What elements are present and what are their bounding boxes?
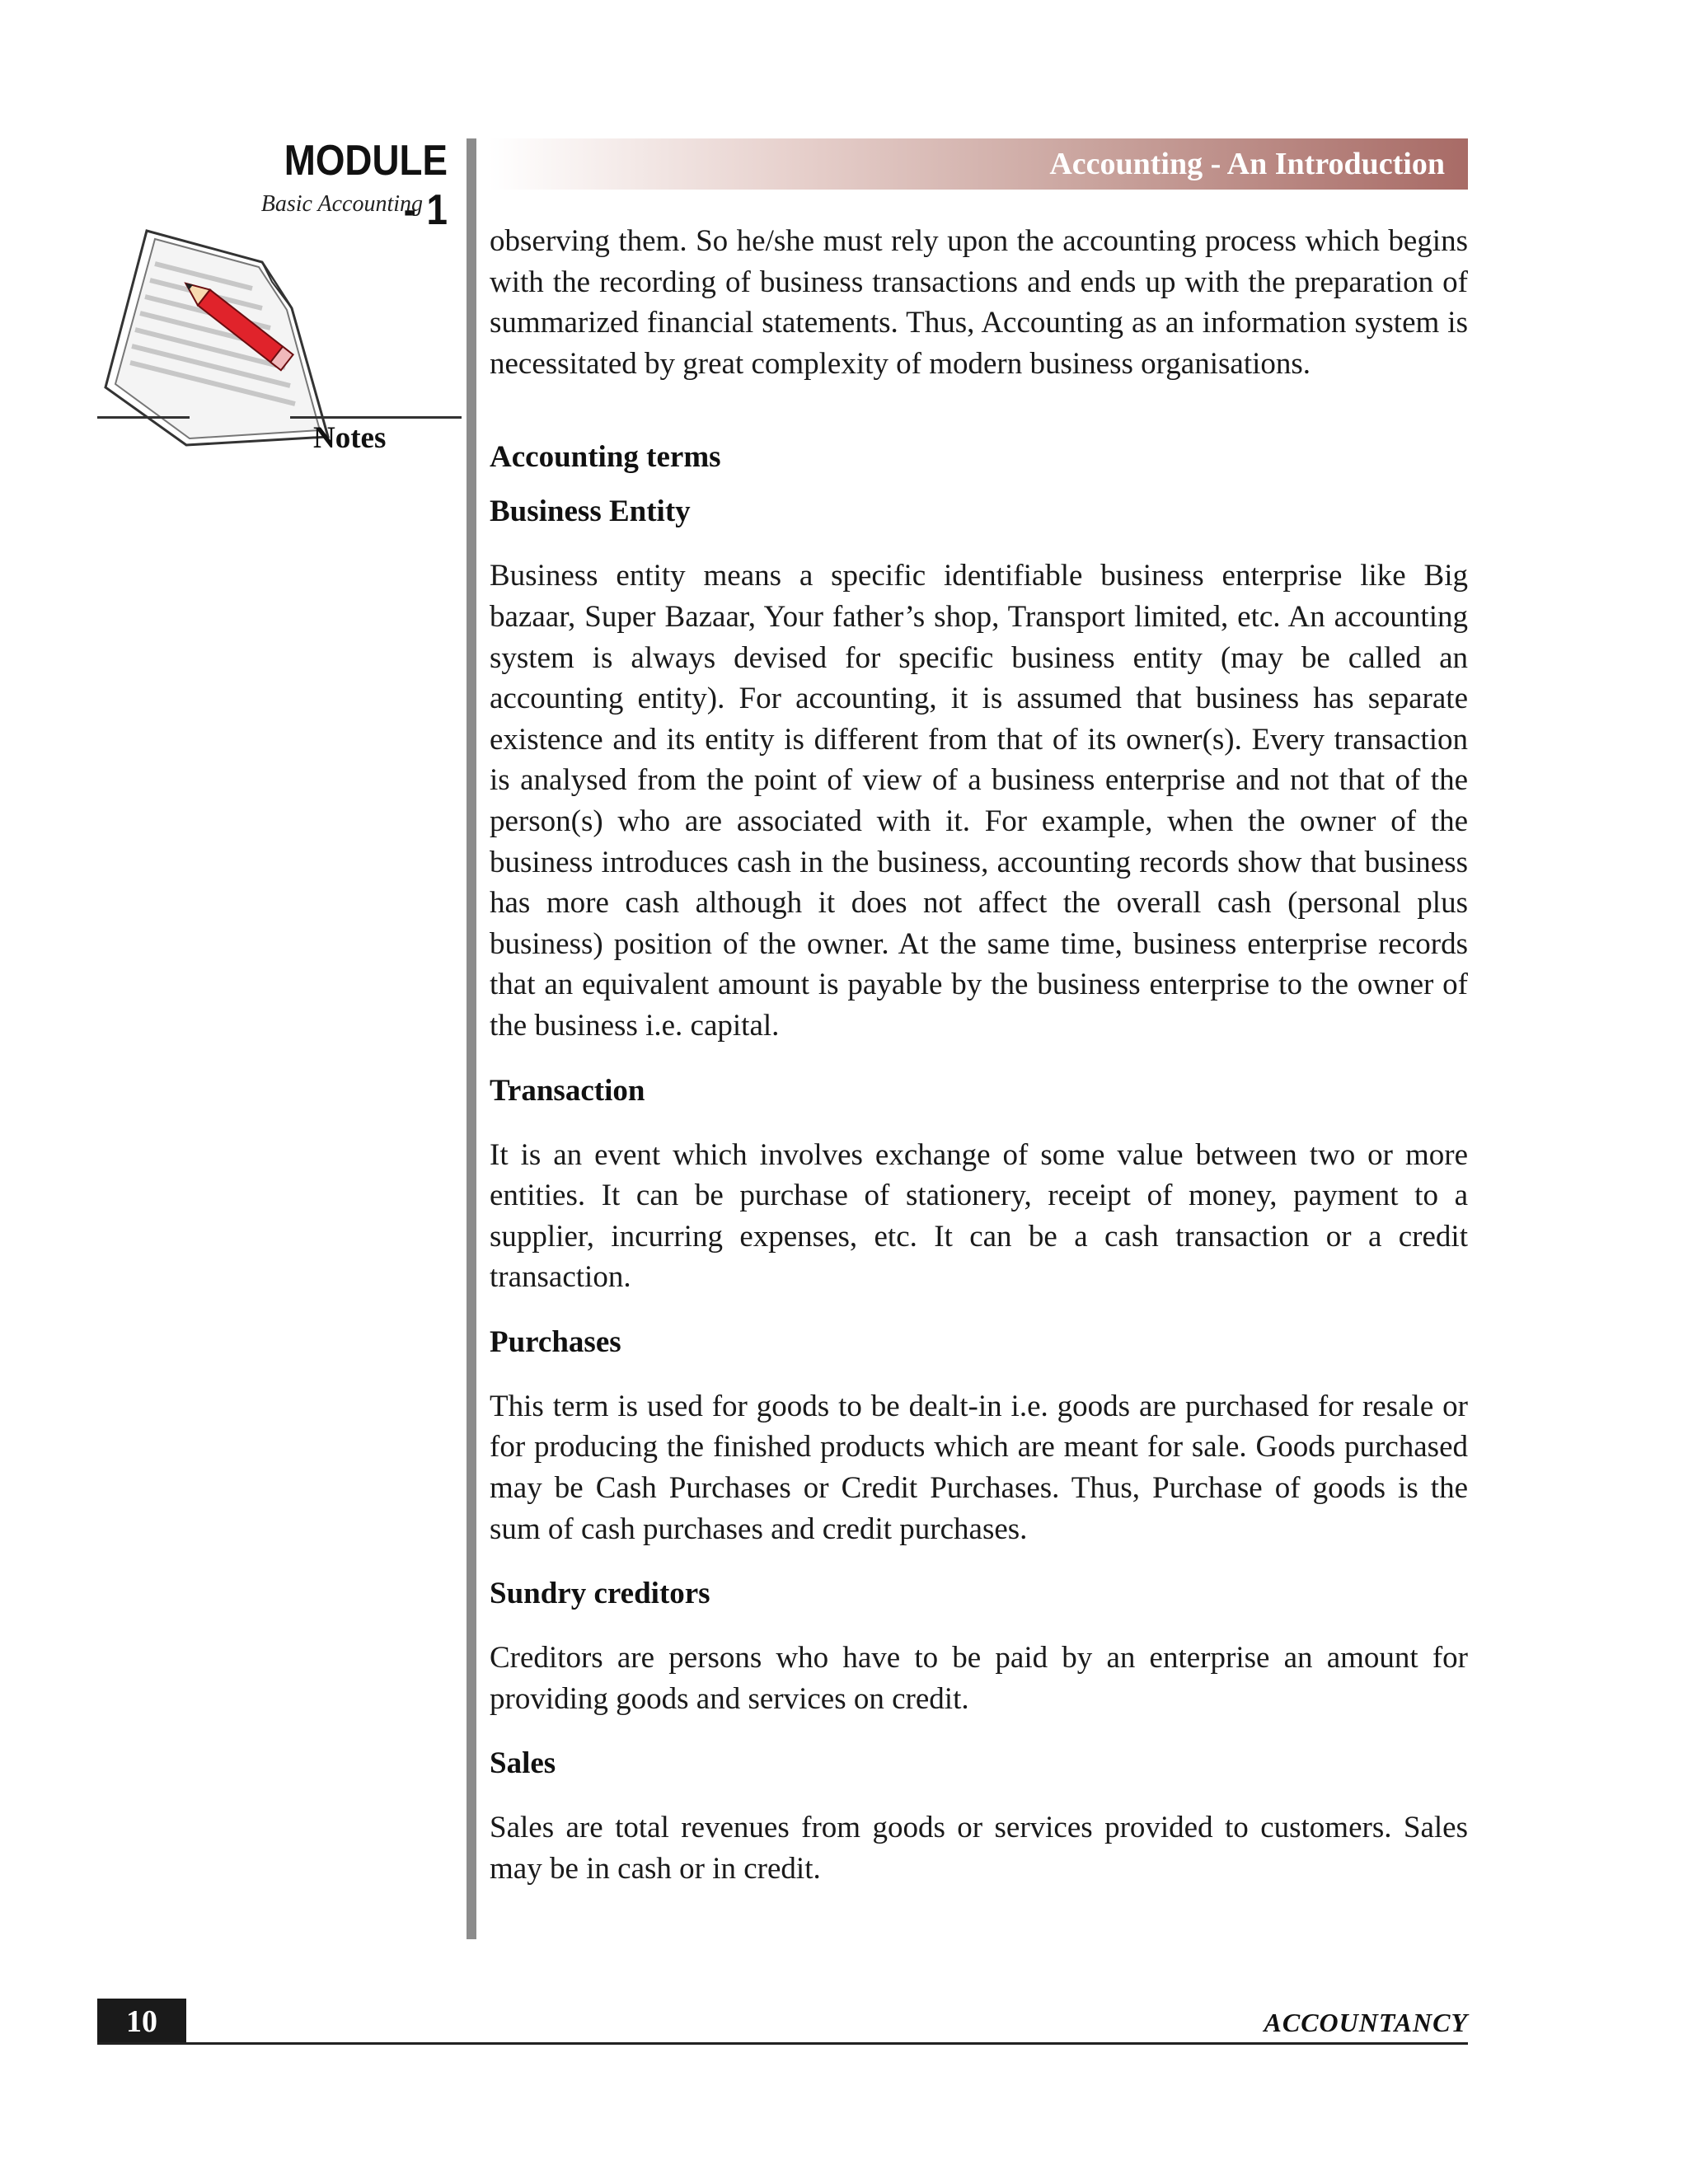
term-heading-business-entity: Business Entity: [490, 494, 691, 529]
module-title: MODULE - 1: [284, 137, 448, 234]
term-definition-sundry-creditors: Creditors are persons who have to be paid by an enterprise an amount for providing goods and services on credit.: [490, 1641, 1468, 1716]
term-definition-purchases: This term is used for goods to be dealt-in i.e. goods are purchased for resale or for producing the finished products which are meant for sale. Goods purchased may be Cash Purchases or Credit Purchases. Thus, Purchase of goods is the sum of cash purchases and credit purchases.: [490, 1389, 1468, 1546]
term-heading-sales: Sales: [490, 1746, 556, 1781]
chapter-title: Accounting - An Introduction: [1049, 147, 1445, 181]
module-subtitle: Basic Accounting: [260, 191, 423, 217]
term-heading-sundry-creditors: Sundry creditors: [490, 1577, 710, 1611]
term-definition-transaction: It is an event which involves exchange of some value between two or more entities. It can be purchase of stationery, receipt of money, payment to a supplier, incurring expenses, etc. It can be a cash transaction or a credit transaction.: [490, 1137, 1468, 1295]
intro-paragraph: observing them. So he/she must rely upon the accounting process which begins with the recording of business transactions and ends up with the preparation of summarized financial statements. Thus, Accounting as an information system is necessitated by great complexity of modern business organisations.: [490, 224, 1468, 381]
notes-label: Notes: [313, 421, 387, 455]
main-content: [490, 221, 1468, 1890]
term-heading-purchases: Purchases: [490, 1324, 621, 1359]
term-heading-transaction: Transaction: [490, 1073, 645, 1108]
margin-separator-bar: [467, 138, 476, 1939]
term-definition-sales: Sales are total revenues from goods or services provided to customers. Sales may be in cash or in credit.: [490, 1811, 1468, 1886]
term-definition-business-entity: Business entity means a specific identifiable business enterprise like Big bazaar, Super Bazaar, Your father’s shop, Transport limited, etc. An accounting system is always devised for specific business entity (may be called an accounting entity). For accounting, it is assumed that business has separate existence and its entity is different from that of its owner(s). Every transaction is analysed from the point of view of a business enterprise and not that of the person(s) who are associated with it. For example, when the owner of the business introduces cash in the business, accounting records show that business has more cash although it does not affect the overall cash (personal plus business) position of the owner. At the same time, business enterprise records that an equivalent amount is payable by the business enterprise to the owner of the business i.e. capital.: [490, 559, 1468, 1043]
section-heading: Accounting terms: [490, 440, 721, 475]
footer-rule: [97, 2042, 1468, 2045]
notes-divider-left: [97, 416, 190, 419]
book-title: ACCOUNTANCY: [1264, 2008, 1468, 2037]
notes-divider-right: [290, 416, 462, 419]
page-number: 10: [97, 1999, 186, 2045]
chapter-header-band: [489, 138, 1468, 190]
